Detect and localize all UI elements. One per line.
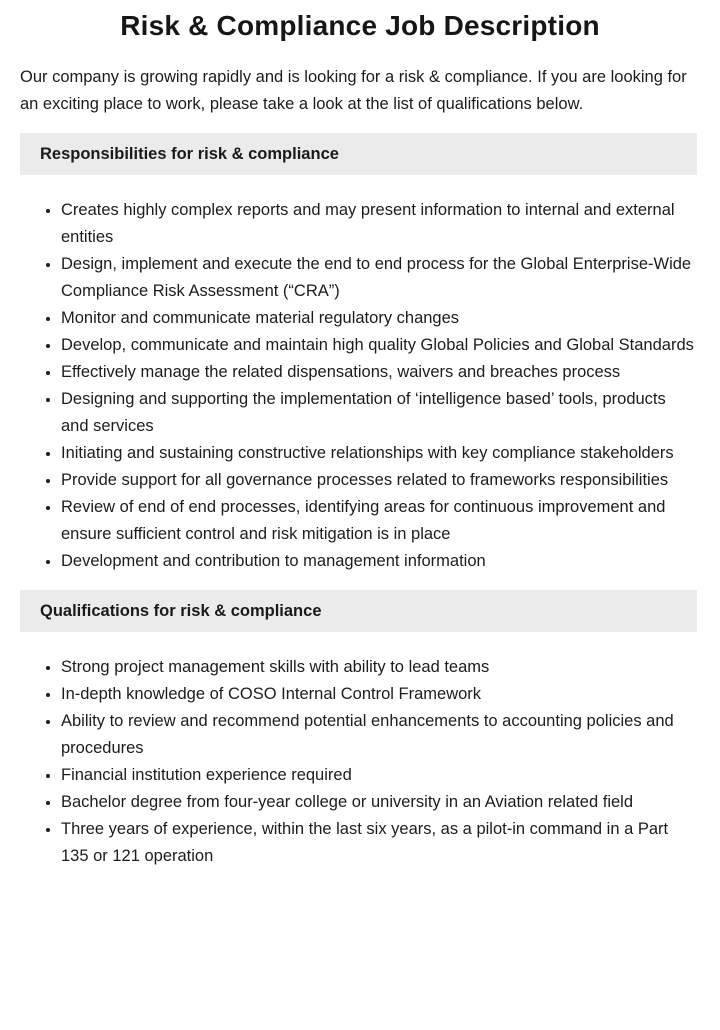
sections-container bbox=[0, 133, 720, 870]
list-item: • Designing and supporting the implementation of ‘intelligence based’ tools, products and services bbox=[61, 386, 697, 440]
bullet-list bbox=[0, 654, 697, 870]
list-item: • Provide support for all governance processes related to frameworks responsibilities bbox=[61, 467, 697, 494]
list-item: • Bachelor degree from four-year college or university in an Aviation related field bbox=[61, 789, 697, 816]
list-item: • Creates highly complex reports and may present information to internal and external entities bbox=[61, 197, 697, 251]
list-item: • Ability to review and recommend potential enhancements to accounting policies and procedures bbox=[61, 708, 697, 762]
list-item: • Initiating and sustaining constructive relationships with key compliance stakeholders bbox=[61, 440, 697, 467]
list-item: • Effectively manage the related dispensations, waivers and breaches process bbox=[61, 359, 697, 386]
list-item: • Financial institution experience required bbox=[61, 762, 697, 789]
bullet-list bbox=[0, 197, 697, 575]
intro-paragraph: Our company is growing rapidly and is looking for a risk & compliance. If you are looking for an exciting place to work, please take a look at the list of qualifications below. bbox=[20, 68, 687, 113]
job-section bbox=[0, 590, 720, 870]
page-title: Risk & Compliance Job Description bbox=[120, 10, 600, 41]
list-item: • Development and contribution to management information bbox=[61, 548, 697, 575]
section-heading: Responsibilities for risk & compliance bbox=[20, 133, 697, 175]
list-item: • Develop, communicate and maintain high quality Global Policies and Global Standards bbox=[61, 332, 697, 359]
list-item: • Review of end of end processes, identifying areas for continuous improvement and ensure sufficient control and risk mitigation is in place bbox=[61, 494, 697, 548]
job-section bbox=[0, 133, 720, 575]
list-item: • Three years of experience, within the last six years, as a pilot-in command in a Part 135 or 121 operation bbox=[61, 816, 697, 870]
section-heading: Qualifications for risk & compliance bbox=[20, 590, 697, 632]
list-item: • In-depth knowledge of COSO Internal Control Framework bbox=[61, 681, 697, 708]
list-item: • Monitor and communicate material regulatory changes bbox=[61, 305, 697, 332]
list-item: • Strong project management skills with ability to lead teams bbox=[61, 654, 697, 681]
list-item: • Design, implement and execute the end to end process for the Global Enterprise-Wide Compliance Risk Assessment (“CRA”) bbox=[61, 251, 697, 305]
